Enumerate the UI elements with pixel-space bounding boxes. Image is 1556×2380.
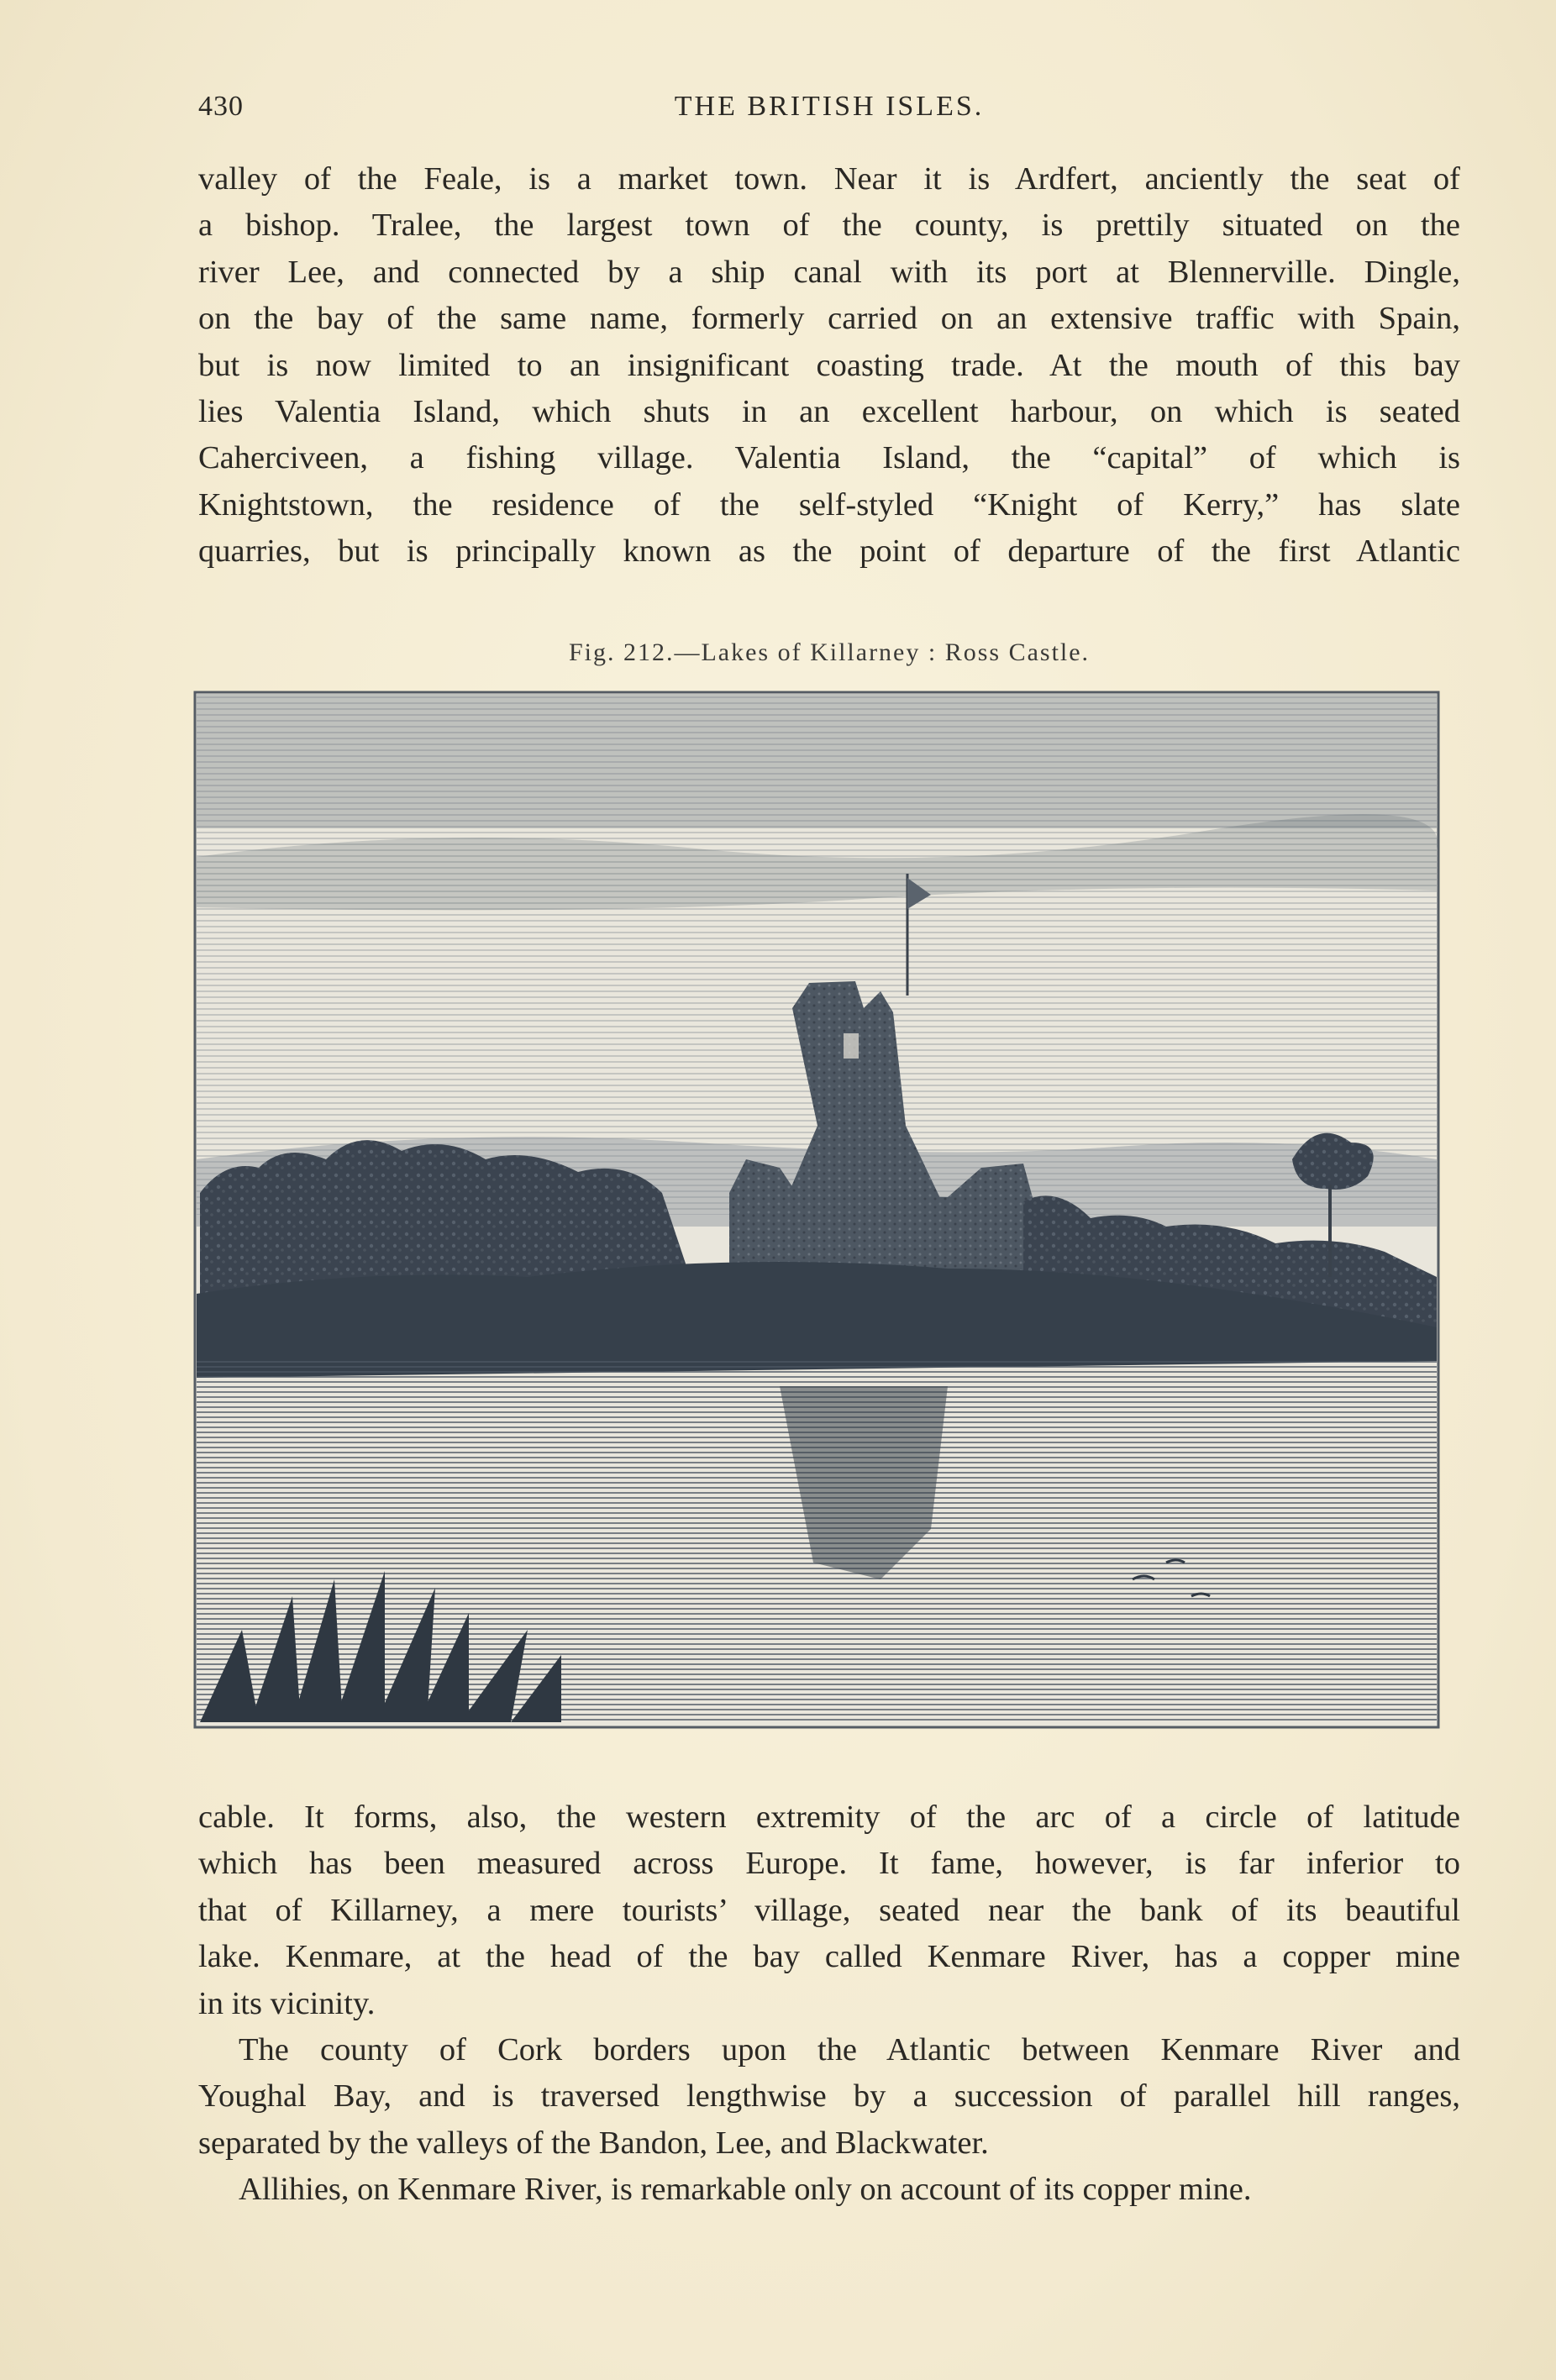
figure-caption: Fig. 212.—Lakes of Killarney : Ross Castle. bbox=[568, 638, 1091, 666]
text-line: river Lee, and connected by a ship canal with its port at Blennerville. Dingle, bbox=[198, 254, 1460, 290]
bottom-text bbox=[198, 1794, 1460, 2214]
text-line: in its vicinity. bbox=[198, 1985, 376, 2021]
text-line: which has been measured across Europe. It fame, however, is far inferior to bbox=[198, 1846, 1460, 1882]
text-line: Knightstown, the residence of the self-styled “Knight of Kerry,” has slate bbox=[198, 486, 1460, 523]
text-line: Youghal Bay, and is traversed lengthwise by a succession of parallel hill ranges, bbox=[198, 2078, 1460, 2115]
text-line: Allihies, on Kenmare River, is remarkable only on account of its copper mine. bbox=[239, 2172, 1252, 2208]
page-number: 430 bbox=[198, 91, 244, 122]
top-paragraph bbox=[198, 156, 1460, 575]
text-line: cable. It forms, also, the western extremity of the arc of a circle of latitude bbox=[198, 1799, 1460, 1835]
text-line: lies Valentia Island, which shuts in an excellent harbour, on which is seated bbox=[198, 394, 1460, 430]
page-header bbox=[198, 84, 1460, 134]
text-line: lake. Kenmare, at the head of the bay called Kenmare River, has a copper mine bbox=[198, 1939, 1460, 1975]
engraving-ross-castle bbox=[192, 689, 1442, 1731]
text-line: quarries, but is principally known as the point of departure of the first Atlantic bbox=[198, 533, 1460, 570]
engraving-illustration bbox=[192, 689, 1442, 1731]
text-line: on the bay of the same name, formerly carried on an extensive traffic with Spain, bbox=[198, 301, 1460, 337]
text-line: separated by the valleys of the Bandon, Lee, and Blackwater. bbox=[198, 2125, 989, 2161]
text-line: valley of the Feale, is a market town. Near it is Ardfert, anciently the seat of bbox=[198, 161, 1460, 197]
running-head: THE BRITISH ISLES. bbox=[674, 91, 985, 122]
text-line: Caherciveen, a fishing village. Valentia Island, the “capital” of which is bbox=[198, 440, 1460, 476]
text-line: but is now limited to an insignificant coasting trade. At the mouth of this bay bbox=[198, 347, 1460, 383]
text-line: The county of Cork borders upon the Atlantic between Kenmare River and bbox=[239, 2032, 1460, 2068]
text-line: that of Killarney, a mere tourists’ village, seated near the bank of its beautiful bbox=[198, 1892, 1460, 1928]
text-line: a bishop. Tralee, the largest town of the county, is prettily situated on the bbox=[198, 208, 1460, 244]
